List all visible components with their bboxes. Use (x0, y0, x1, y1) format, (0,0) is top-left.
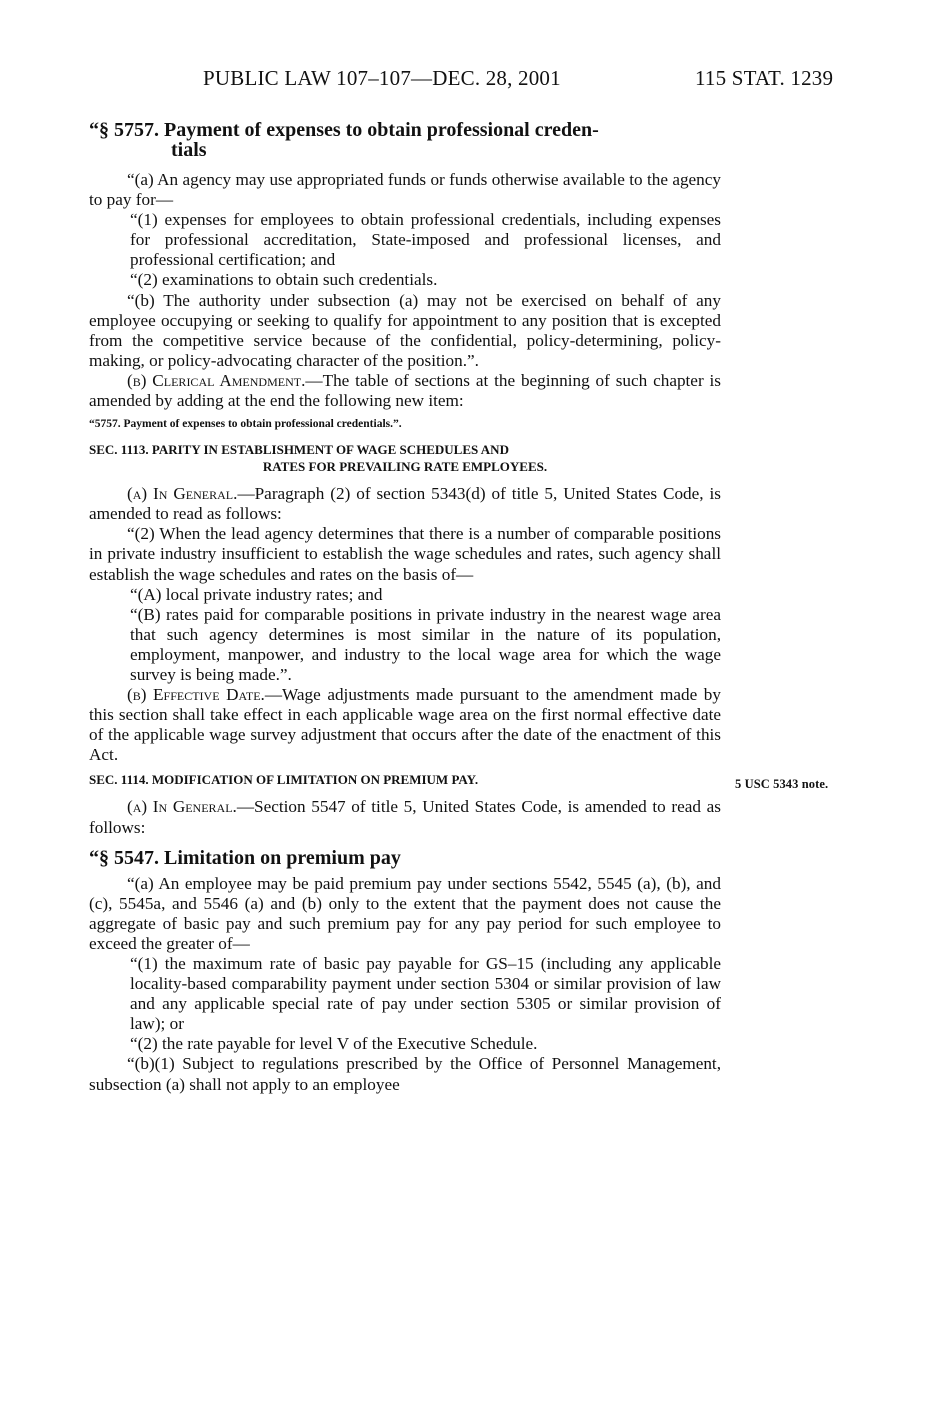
paragraph: (a) In General.—Section 5547 of title 5, United States Code, is amended to read as follows: (89, 797, 721, 837)
paragraph: “(A) local private industry rates; and (130, 584, 383, 604)
clerical-amendment: (b) Clerical Amendment.—The table of sections at the beginning of such chapter is amended by adding at the end the following new item: (89, 370, 721, 411)
section-5547-heading: “§ 5547. Limitation on premium pay (89, 846, 401, 869)
paragraph: “(2) examinations to obtain such credentials. (130, 270, 438, 290)
paragraph: “(b)(1) Subject to regulations prescribed by the Office of Personnel Management, subsection (a) shall not apply to an employee (89, 1054, 721, 1094)
page-body (89, 118, 721, 1095)
section-5757-heading (89, 120, 721, 160)
paragraph: “(2) When the lead agency determines that there is a number of comparable positions in private industry insufficient to establish the wage schedules and rates, such agency shall establish the wage schedules and rates on the basis of— (89, 524, 721, 584)
paragraph: (b) Effective Date.—Wage adjustments made pursuant to the amendment made by this section shall take effect in each applicable wage area on the first normal effective date of the applicable wage survey adjustment that occurs after the date of the enactment of this Act. (89, 685, 721, 765)
paragraph: (a) In General.—Paragraph (2) of section 5343(d) of title 5, United States Code, is amended to read as follows: (89, 484, 721, 524)
section-1113-heading: SEC. 1113. PARITY IN ESTABLISHMENT OF WAGE SCHEDULES AND RATES FOR PREVAILING RATE EMPLOYEES. (89, 442, 548, 475)
paragraph: “(1) expenses for employees to obtain professional credentials, including expenses for professional accreditation, State-imposed and professional licenses, and professional certification; and (130, 210, 721, 270)
paragraph: “(a) An agency may use appropriated funds or funds otherwise available to the agency to pay for— (89, 170, 721, 210)
heading-line: tials (171, 139, 207, 161)
running-header-left: PUBLIC LAW 107–107—DEC. 28, 2001 (203, 66, 561, 90)
paragraph: “(2) the rate payable for level V of the Executive Schedule. (130, 1034, 538, 1054)
paragraph: “(a) An employee may be paid premium pay under sections 5542, 5545 (a), (b), and (c), 5545a, and 5546 (a) and (b) only to the extent that the payment does not cause the aggregate of basic pay and such premium pay for any pay period for such employee to exceed the greater of— (89, 873, 721, 953)
heading-line: “§ 5757. Payment of expenses to obtain professional creden- (89, 119, 599, 141)
margin-note: 5 USC 5343 note. (735, 777, 829, 791)
paragraph: “(B) rates paid for comparable positions in private industry in the nearest wage area that such agency determines is most similar in the nature of its population, employment, manpower, and industry to the local wage area for which the wage survey is being made.”. (130, 604, 721, 684)
section-1114-heading: SEC. 1114. MODIFICATION OF LIMITATION ON PREMIUM PAY. (89, 772, 479, 788)
page-number: 115 STAT. 1239 (695, 66, 834, 90)
paragraph: “(b) The authority under subsection (a) may not be exercised on behalf of any employee occupying or seeking to qualify for appointment to any position that is excepted from the competitive service because of the confidential, policy-determining, policy-making, or policy-advocating character of the position.”. (89, 290, 721, 370)
paragraph: “(1) the maximum rate of basic pay payable for GS–15 (including any applicable locality-based comparability payment under section 5304 or similar provision of law and any applicable special rate of pay under section 5305 or similar provision of law); or (130, 954, 721, 1034)
table-of-sections-item: “5757. Payment of expenses to obtain professional credentials.”. (89, 418, 402, 431)
